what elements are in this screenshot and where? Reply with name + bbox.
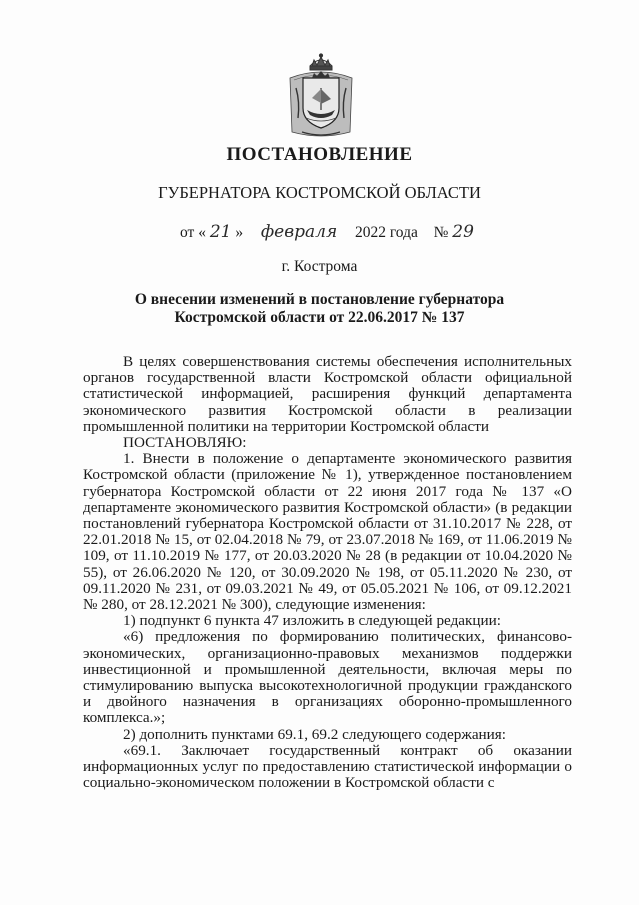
paragraph-quote-6: «6) предложения по формированию политических, финансово-экономических, организационно-правовых механизмов поддержки инвестиционной и промышленной деятельности, включая меры по стимулированию выпуска высокотехнологичной продукции гражданского и двойного назначения в организациях оборонно-промышленного комплекса.»; xyxy=(83,628,572,727)
paragraph-resolve: ПОСТАНОВЛЯЮ: xyxy=(123,434,247,452)
heading-line: Костромской области от 22.06.2017 № 137 xyxy=(174,309,465,326)
document-body xyxy=(83,354,572,791)
kostroma-coat-of-arms-icon xyxy=(284,52,358,138)
document-issuer: ГУБЕРНАТОРА КОСТРОМСКОЙ ОБЛАСТИ xyxy=(158,183,481,202)
heading-line: О внесении изменений в постановление губернатора xyxy=(134,291,505,308)
document-title: ПОСТАНОВЛЕНИЕ xyxy=(226,144,413,165)
number-label: № xyxy=(433,224,449,241)
document-number-handwritten: 29 xyxy=(452,222,474,242)
paragraph-subitem-2: 2) дополнить пунктами 69.1, 69.2 следующего содержания: xyxy=(123,725,507,743)
paragraph-preamble: В целях совершенствования системы обеспечения исполнительных органов государственной власти Костромской области официальной статистической информацией, расширения функций департамента экономического развития Костромской области в реализации промышленной политики на территории Костромской области xyxy=(83,353,572,435)
document-heading xyxy=(0,291,639,327)
date-year: 2022 года xyxy=(354,224,418,241)
date-close-quote: » xyxy=(235,224,244,241)
paragraph-subitem-1: 1) подпункт 6 пункта 47 изложить в следующей редакции: xyxy=(123,612,502,630)
date-day-handwritten: 21 xyxy=(209,222,232,242)
paragraph-quote-69-1: «69.1. Заключает государственный контракт об оказании информационных услуг по предоставлению статистической информации о социально-экономическом положении в Костромской области с xyxy=(83,741,572,792)
document-date-line xyxy=(180,222,474,242)
document-city: г. Кострома xyxy=(281,258,358,275)
date-prefix: от « xyxy=(180,224,206,241)
paragraph-item-1: 1. Внести в положение о департаменте экономического развития Костромской области (приложение № 1), утвержденное постановлением губернатора Костромской области от 22 июня 2017 года № 137 «О департаменте экономического развития Костромской области» (в редакции постановлений губернатора Костромской области от 31.10.2017 № 228, от 22.01.2018 № 15, от 02.04.2018 № 79, от 23.07.2018 № 169, от 11.06.2019 № 109, от 11.10.2019 № 177, от 20.03.2020 № 28 (в редакции от 10.04.2020 № 55), от 26.06.2020 № 120, от 30.09.2020 № 198, от 05.11.2020 № 230, от 09.11.2020 № 231, от 09.03.2021 № 49, от 05.05.2021 № 106, от 09.12.2021 № 280, от 28.12.2021 № 300), следующие изменения: xyxy=(83,450,572,614)
date-month-handwritten: февраля xyxy=(260,222,338,242)
